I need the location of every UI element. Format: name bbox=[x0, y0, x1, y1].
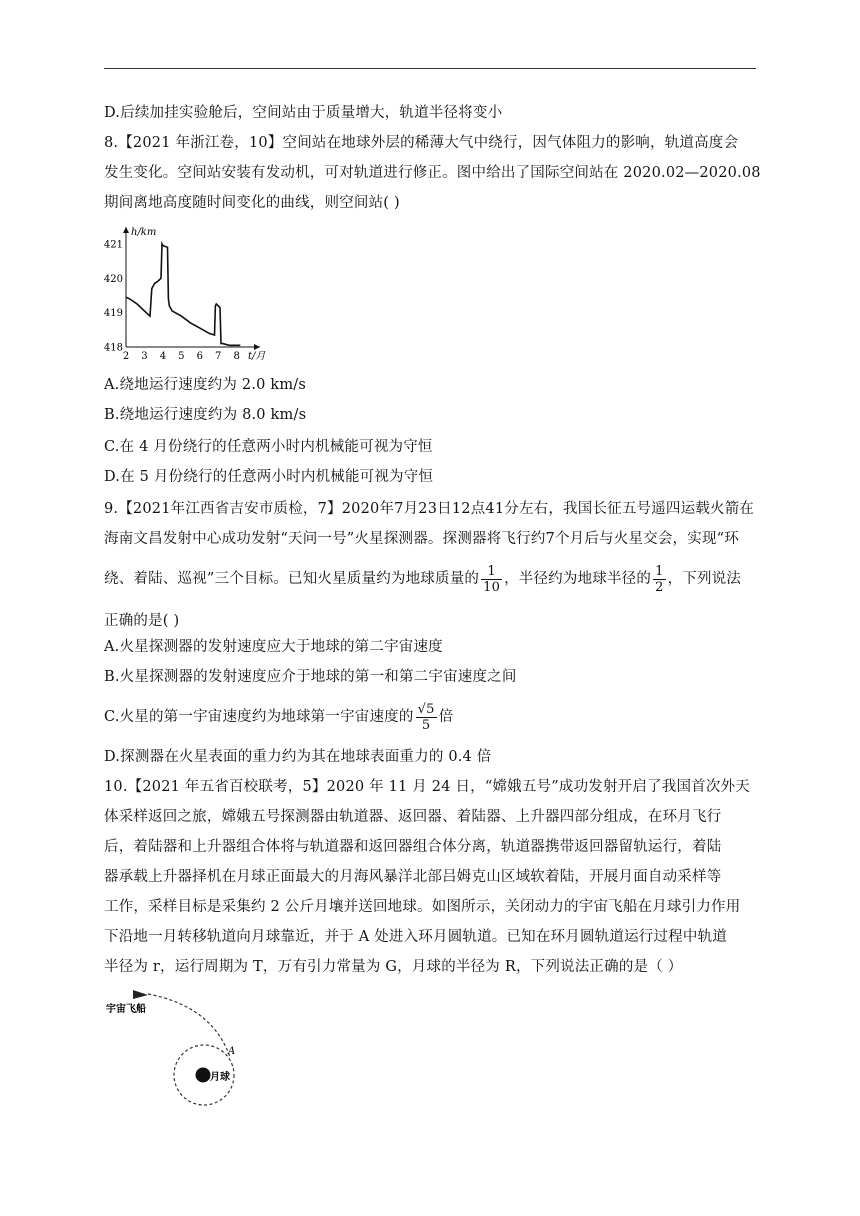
q10-stem-line5: 工作，采样目标是采集约 2 公斤月壤并送回地球。如图所示，关闭动力的宇宙飞船在月球引力作用 bbox=[104, 899, 741, 915]
q10-stem-line2: 体采样返回之旅，嫦娥五号探测器由轨道器、返回器、着陆器、上升器四部分组成，在环月飞行 bbox=[104, 809, 722, 825]
q9-option-b: B.火星探测器的发射速度应介于地球的第一和第二宇宙速度之间 bbox=[104, 669, 517, 685]
fraction-one-tenth: $\frac{1}{10}$ bbox=[483, 563, 501, 595]
fraction-one-half: $\frac{1}{2}$ bbox=[655, 563, 664, 595]
x-tick-label: 3 bbox=[141, 351, 148, 362]
q9-stem-line3: 绕、着陆、巡视”三个目标。已知火星质量约为地球质量的 $\frac{1}{10}$ ，半径约为地球半径的 $\frac{1}{2}$ ，下列说法 bbox=[104, 563, 742, 595]
x-tick-label: 7 bbox=[215, 351, 222, 362]
chart-axes bbox=[123, 227, 260, 350]
x-tick-label: 6 bbox=[196, 351, 203, 362]
transfer-orbit bbox=[148, 994, 230, 1057]
moon-label: 月球 bbox=[210, 1072, 230, 1083]
x-tick-label: 5 bbox=[178, 351, 185, 362]
y-tick-label: 420 bbox=[104, 273, 123, 285]
x-tick-label: 8 bbox=[233, 351, 240, 362]
q9-option-a: A.火星探测器的发射速度应大于地球的第二宇宙速度 bbox=[104, 639, 443, 655]
fraction-sqrt5-over-5: $\frac{√5}{5}$ bbox=[417, 701, 435, 733]
q10-stem-line4: 器承载上升器择机在月球正面最大的月海风暴洋北部吕姆克山区域软着陆，开展月面自动采样等 bbox=[104, 869, 722, 885]
altitude-curve bbox=[126, 244, 240, 345]
x-tick-label: 2 bbox=[122, 351, 130, 362]
y-tick-label: 421 bbox=[104, 239, 123, 251]
y-axis-arrow bbox=[123, 227, 129, 233]
point-a-label: A bbox=[228, 1046, 236, 1057]
moon-icon bbox=[196, 1068, 211, 1083]
x-axis-label: t/月 bbox=[248, 351, 266, 362]
x-tick-label: 4 bbox=[159, 351, 167, 362]
q8-stem-line3: 期间离地高度随时间变化的曲线，则空间站( ) bbox=[104, 195, 400, 211]
q8-stem-line2: 发生变化。空间站安装有发动机，可对轨道进行修正。图中给出了国际空间站在 2020.02—2020.08 bbox=[104, 165, 761, 181]
q9-stem-line1: 9.【2021年江西省吉安市质检，7】2020年7月23日12点41分左右，我国长征五号遥四运载火箭在 bbox=[104, 501, 755, 517]
q10-stem-line1: 10.【2021 年五省百校联考，5】2020 年 11 月 24 日，“嫦娥五号”成功发射开启了我国首次外天 bbox=[104, 779, 750, 795]
y-tick-label: 419 bbox=[104, 308, 123, 320]
x-axis-arrow bbox=[254, 344, 260, 350]
spaceship-icon bbox=[133, 990, 148, 999]
q9-stem-line2: 海南文昌发射中心成功发射“天问一号”火星探测器。探测器将飞行约7个月后与火星交会，实现“环 bbox=[104, 531, 739, 547]
spaceship-label: 宇宙飞船 bbox=[106, 1004, 146, 1015]
y-tick-label: 418 bbox=[104, 342, 123, 354]
q9-stem-line4: 正确的是( ) bbox=[104, 613, 180, 629]
header-rule bbox=[104, 68, 756, 69]
q9-option-c: C.火星的第一宇宙速度约为地球第一宇宙速度的 $\frac{√5}{5}$ 倍 bbox=[104, 701, 454, 733]
q10-stem-line6: 下沿地一月转移轨道向月球靠近，并于 A 处进入环月圆轨道。已知在环月圆轨道运行过程中轨道 bbox=[104, 929, 727, 945]
q7-option-d: D.后续加挂实验舱后，空间站由于质量增大，轨道半径将变小 bbox=[104, 105, 503, 121]
chart-ticks bbox=[104, 239, 240, 362]
q8-stem-line1: 8.【2021 年浙江卷，10】空间站在地球外层的稀薄大气中绕行，因气体阻力的影响，轨道高度会 bbox=[104, 135, 739, 151]
q10-stem-line3: 后，着陆器和上升器组合体将与轨道器和返回器组合体分离，轨道器携带返回器留轨运行，着陆 bbox=[104, 839, 722, 855]
moon-orbit-figure bbox=[100, 982, 270, 1112]
q8-option-a: A.绕地运行速度约为 2.0 km/s bbox=[104, 377, 307, 393]
q8-option-c: C.在 4 月份绕行的任意两小时内机械能可视为守恒 bbox=[104, 439, 433, 455]
altitude-chart bbox=[104, 222, 274, 364]
q10-stem-line7: 半径为 r，运行周期为 T，万有引力常量为 G，月球的半径为 R，下列说法正确的是（ ） bbox=[104, 959, 683, 975]
y-axis-label: h/km bbox=[131, 227, 157, 238]
q8-option-b: B.绕地运行速度约为 8.0 km/s bbox=[104, 407, 307, 423]
q9-option-d: D.探测器在火星表面的重力约为其在地球表面重力的 0.4 倍 bbox=[104, 749, 492, 765]
q8-option-d: D.在 5 月份绕行的任意两小时内机械能可视为守恒 bbox=[104, 469, 434, 485]
